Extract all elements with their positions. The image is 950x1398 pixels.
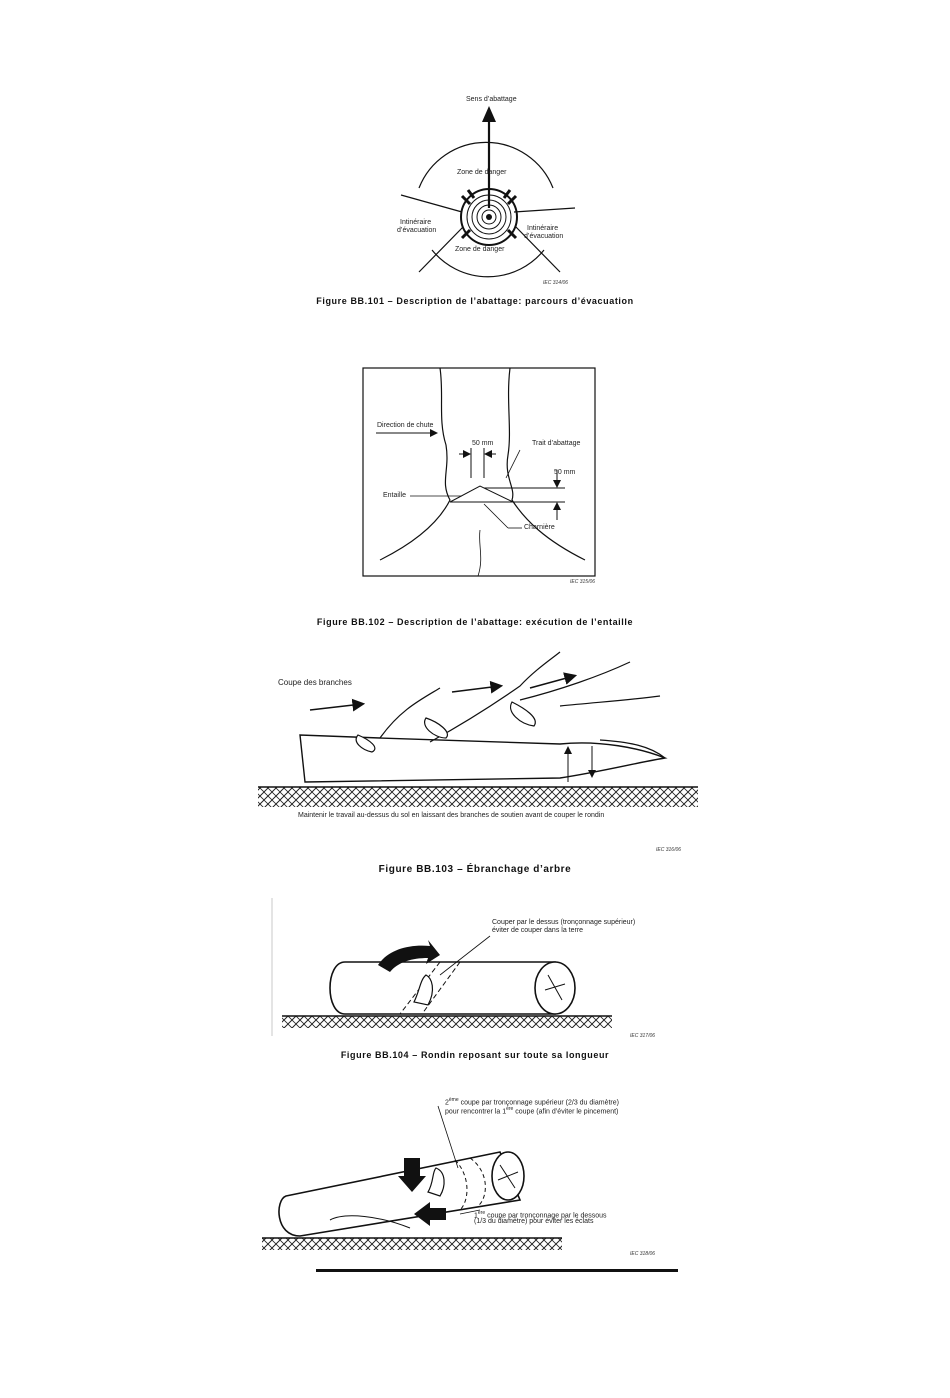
label-cut-from-top: Couper par le dessus (tronçonnage supérieur)	[492, 919, 636, 926]
iec-ref-bb102: IEC 315/06	[570, 579, 596, 585]
ground-hatching	[262, 1238, 562, 1250]
label-first-cut-line2: (1/3 du diamètre) pour éviter les éclats	[474, 1218, 594, 1225]
danger-zone-arc-bottom	[432, 250, 544, 277]
label-first-cut-line1: 1ère coupe par tronçonnage par le dessous	[474, 1210, 607, 1220]
escape-line-right-top	[514, 208, 575, 212]
cut-arrow-1	[310, 704, 362, 710]
caption-bb103: Figure BB.103 – Ébranchage d’arbre	[378, 864, 572, 875]
label-escape-right-2: d’évacuation	[524, 233, 564, 240]
branch-stub-3	[511, 702, 536, 726]
label-second-cut-line1: 2ème coupe par tronçonnage supérieur (2/3 du diamètre)	[445, 1097, 619, 1107]
label-notch: Entaille	[383, 492, 406, 499]
label-fall-direction-102: Direction de chute	[377, 422, 434, 429]
label-second-cut-line2: pour rencontrer la 1ère coupe (afin d’éviter le pincement)	[445, 1106, 619, 1116]
iec-ref-bb101: IEC 314/06	[543, 280, 569, 286]
caption-bb101: Figure BB.101 – Description de l’abattage: parcours d’évacuation	[316, 296, 634, 306]
label-avoid-ground: éviter de couper dans la terre	[492, 927, 584, 934]
caption-bb104: Figure BB.104 – Rondin reposant sur toute sa longueur	[340, 1050, 610, 1060]
ground-hatching	[258, 787, 698, 807]
iec-ref-bb103: IEC 316/06	[656, 847, 682, 853]
danger-zone-arc-top	[419, 142, 553, 188]
label-danger-zone-bottom: Zone de danger	[455, 246, 505, 253]
fig-bb103-drawing	[258, 652, 698, 807]
branch-stub-2	[425, 718, 448, 738]
iec-ref-bb105: IEC 318/06	[630, 1251, 656, 1257]
log-body	[300, 735, 665, 782]
label-branch-cutting: Coupe des branches	[278, 678, 352, 687]
label-escape-left-1: Intinéraire	[400, 219, 432, 226]
ground-hatching	[282, 1016, 612, 1028]
caption-bb102: Figure BB.102 – Description de l’abattage: exécution de l’entaille	[316, 617, 634, 627]
label-50mm-vertical: 50 mm	[554, 469, 576, 476]
trunk-left-edge	[380, 368, 450, 560]
root-line	[478, 530, 481, 576]
log-body	[330, 962, 555, 1014]
label-escape-right-1: Intinéraire	[527, 225, 559, 232]
label-50mm-horizontal: 50 mm	[472, 440, 494, 447]
label-fall-direction: Sens d’abattage	[466, 96, 517, 103]
cut-arrow-2	[452, 686, 500, 692]
label-escape-left-2: d’évacuation	[397, 227, 437, 234]
note-keep-work-above-ground: Maintenir le travail au-dessus du sol en laissant des branches de soutien avant de couper le rondin	[298, 812, 605, 819]
fall-direction-arrowhead	[482, 106, 496, 122]
bottom-rule	[316, 1269, 678, 1272]
label-danger-zone-top: Zone de danger	[457, 169, 507, 176]
label-hinge: Charnière	[524, 524, 555, 531]
fig-bb105-drawing	[262, 1106, 678, 1272]
label-felling-cut: Trait d’abattage	[532, 440, 581, 447]
iec-ref-bb104: IEC 317/06	[630, 1033, 656, 1039]
escape-line-left-top	[401, 195, 462, 212]
